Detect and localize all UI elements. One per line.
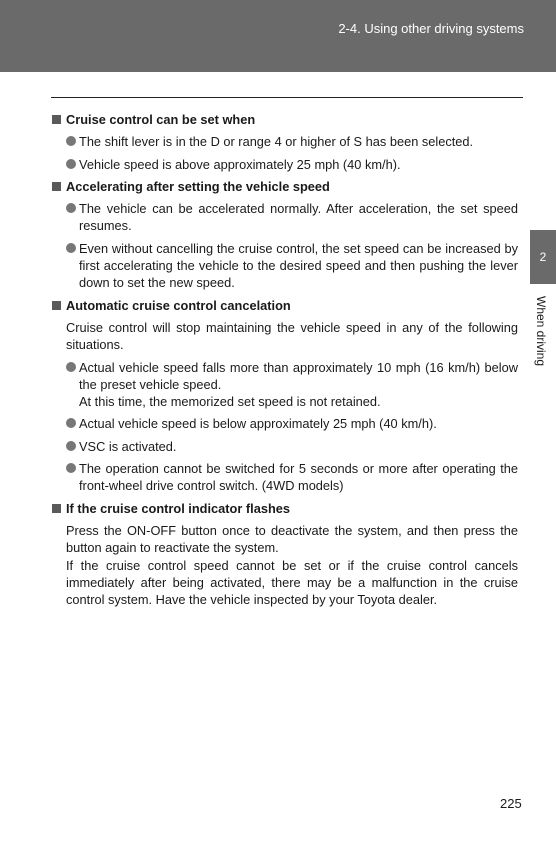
chapter-tab bbox=[530, 230, 556, 284]
top-divider bbox=[51, 97, 523, 98]
circle-bullet-icon bbox=[66, 463, 76, 473]
section-title: 2-4. Using other driving systems bbox=[338, 21, 524, 36]
section-heading: Cruise control can be set when bbox=[52, 111, 518, 128]
section-heading: Accelerating after setting the vehicle speed bbox=[52, 178, 518, 195]
circle-bullet-icon bbox=[66, 418, 76, 428]
square-bullet-icon bbox=[52, 301, 61, 310]
list-item: Actual vehicle speed falls more than approximately 10 mph (16 km/h) below the preset vehicle speed. At this time, the memorized set speed is not retained. bbox=[66, 359, 518, 411]
list-item: Vehicle speed is above approximately 25 mph (40 km/h). bbox=[66, 156, 518, 173]
section-heading: Automatic cruise control cancelation bbox=[52, 297, 518, 314]
paragraph: Cruise control will stop maintaining the vehicle speed in any of the following situations. bbox=[66, 319, 518, 353]
square-bullet-icon bbox=[52, 504, 61, 513]
list-item: VSC is activated. bbox=[66, 438, 518, 455]
list-item: Actual vehicle speed is below approximately 25 mph (40 km/h). bbox=[66, 415, 518, 432]
paragraph: Press the ON-OFF button once to deactivate the system, and then press the button again to reactivate the system. If the cruise control speed cannot be set or if the cruise control cancels immediately after being activated, there may be a malfunction in the cruise control system. Have the vehicle inspected by your Toyota dealer. bbox=[66, 522, 518, 608]
chapter-label: When driving bbox=[534, 296, 548, 367]
circle-bullet-icon bbox=[66, 243, 76, 253]
page-number: 225 bbox=[500, 796, 522, 811]
section-heading: If the cruise control indicator flashes bbox=[52, 500, 518, 517]
circle-bullet-icon bbox=[66, 203, 76, 213]
circle-bullet-icon bbox=[66, 441, 76, 451]
list-item: The shift lever is in the D or range 4 or higher of S has been selected. bbox=[66, 133, 518, 150]
header-band bbox=[0, 0, 556, 72]
circle-bullet-icon bbox=[66, 362, 76, 372]
list-item: The vehicle can be accelerated normally. After acceleration, the set speed resumes. bbox=[66, 200, 518, 235]
page-content bbox=[52, 111, 518, 608]
circle-bullet-icon bbox=[66, 136, 76, 146]
chapter-number: 2 bbox=[539, 250, 547, 264]
circle-bullet-icon bbox=[66, 159, 76, 169]
list-item: Even without cancelling the cruise control, the set speed can be increased by first accelerating the vehicle to the desired speed and then pushing the lever down to set the new speed. bbox=[66, 240, 518, 292]
square-bullet-icon bbox=[52, 182, 61, 191]
list-item: The operation cannot be switched for 5 seconds or more after operating the front-wheel drive control switch. (4WD models) bbox=[66, 460, 518, 495]
square-bullet-icon bbox=[52, 115, 61, 124]
